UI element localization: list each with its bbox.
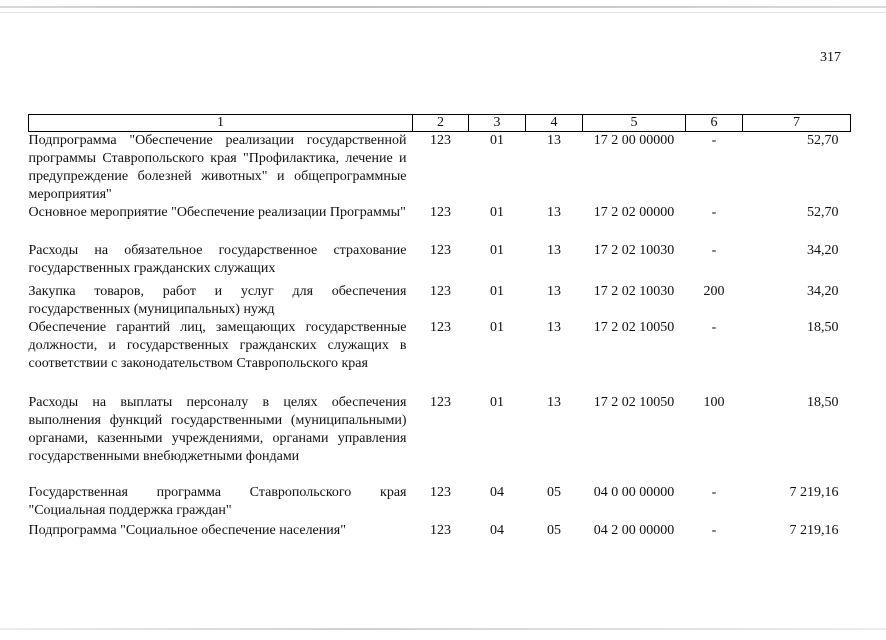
- row-name: Основное мероприятие "Обеспечение реализации Программы": [28, 205, 406, 220]
- scan-edge-bottom: [0, 628, 886, 630]
- scan-edge-top: [0, 6, 886, 8]
- row-subsection: 13: [547, 395, 561, 410]
- row-code: 123: [430, 485, 451, 500]
- row-name: Государственная программа Ставропольского края "Социальная поддержка граждан": [28, 485, 407, 518]
- row-subsection: 05: [547, 485, 561, 500]
- header-row: [29, 115, 851, 132]
- row-target-article: 04 2 00 00000: [593, 523, 675, 538]
- table-row: [29, 280, 851, 319]
- row-amount: 52,70: [807, 133, 839, 148]
- row-code: 123: [430, 395, 451, 410]
- row-amount: 18,50: [807, 395, 839, 410]
- row-section: 01: [490, 133, 504, 148]
- row-code: 123: [430, 523, 451, 538]
- row-expense-type: -: [711, 485, 717, 500]
- row-name: Подпрограмма "Социальное обеспечение населения": [28, 523, 346, 538]
- row-expense-type: 100: [703, 395, 725, 410]
- table-row: [29, 522, 851, 542]
- row-target-article: 17 2 02 10030: [593, 284, 675, 299]
- row-name: Закупка товаров, работ и услуг для обеспечения государственных (муниципальных) нужд: [28, 284, 407, 317]
- header-col-4: 4: [526, 115, 583, 132]
- row-code: 123: [430, 243, 451, 258]
- row-name: Обеспечение гарантий лиц, замещающих государственные должности, и государственных гражданских служащих в соответствии с законодательством Ставропольского края: [28, 320, 407, 371]
- table-row: [29, 132, 851, 205]
- row-section: 01: [490, 320, 504, 335]
- table-row: [29, 242, 851, 280]
- row-section: 01: [490, 243, 504, 258]
- row-amount: 34,20: [807, 243, 839, 258]
- header-col-3: 3: [469, 115, 526, 132]
- scan-edge-top-line: [0, 12, 886, 13]
- table-row: [29, 204, 851, 242]
- row-section: 01: [490, 284, 504, 299]
- row-name: Подпрограмма "Обеспечение реализации государственной программы Ставропольского края "Профилактика, лечение и предупреждение болезней животных" и общепрограммные мероприятия": [28, 133, 407, 202]
- row-name: Расходы на обязательное государственное страхование государственных гражданских служащих: [28, 243, 407, 276]
- row-section: 04: [490, 485, 504, 500]
- row-target-article: 17 2 02 00000: [593, 205, 675, 220]
- header-col-6: 6: [686, 115, 743, 132]
- row-expense-type: -: [711, 133, 717, 148]
- row-subsection: 13: [547, 133, 561, 148]
- budget-table: [28, 114, 851, 542]
- page-number: 317: [820, 50, 841, 65]
- row-subsection: 13: [547, 284, 561, 299]
- table-row: [29, 394, 851, 484]
- row-amount: 34,20: [807, 284, 839, 299]
- row-amount: 7 219,16: [789, 485, 839, 500]
- row-amount: 18,50: [807, 320, 839, 335]
- header-col-2: 2: [413, 115, 469, 132]
- row-subsection: 13: [547, 243, 561, 258]
- row-section: 04: [490, 523, 504, 538]
- row-expense-type: -: [711, 243, 717, 258]
- row-target-article: 17 2 02 10050: [593, 395, 675, 410]
- row-amount: 7 219,16: [789, 523, 839, 538]
- row-code: 123: [430, 284, 451, 299]
- row-section: 01: [490, 395, 504, 410]
- row-expense-type: -: [711, 320, 717, 335]
- row-target-article: 17 2 02 10050: [593, 320, 675, 335]
- row-amount: 52,70: [807, 205, 839, 220]
- table-row: [29, 484, 851, 522]
- row-target-article: 17 2 02 10030: [593, 243, 675, 258]
- row-section: 01: [490, 205, 504, 220]
- row-target-article: 17 2 00 00000: [593, 133, 675, 148]
- row-subsection: 13: [547, 205, 561, 220]
- row-target-article: 04 0 00 00000: [593, 485, 675, 500]
- header-col-1: 1: [29, 115, 413, 132]
- header-col-7: 7: [743, 115, 851, 132]
- row-code: 123: [430, 133, 451, 148]
- table-row: [29, 319, 851, 394]
- row-subsection: 13: [547, 320, 561, 335]
- row-subsection: 05: [547, 523, 561, 538]
- row-expense-type: -: [711, 523, 717, 538]
- row-name: Расходы на выплаты персоналу в целях обеспечения выполнения функций государственными (муниципальными) органами, казенными учреждениями, органами управления государственными внебюджетными фондами: [28, 395, 407, 464]
- row-code: 123: [430, 320, 451, 335]
- header-col-5: 5: [583, 115, 686, 132]
- row-expense-type: -: [711, 205, 717, 220]
- row-expense-type: 200: [703, 284, 725, 299]
- row-code: 123: [430, 205, 451, 220]
